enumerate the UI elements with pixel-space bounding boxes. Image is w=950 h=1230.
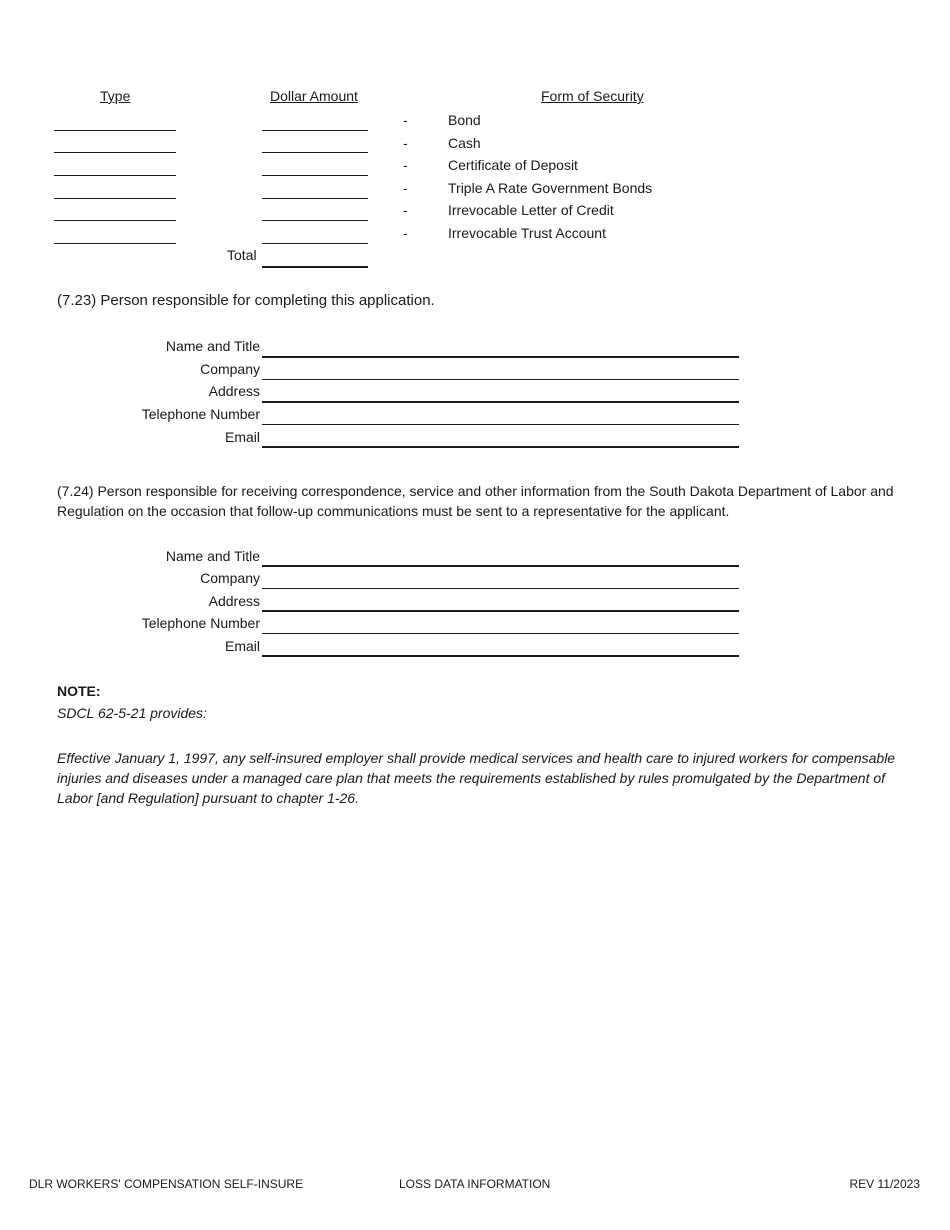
amount-line-1[interactable] [262,130,368,131]
type-line-5[interactable] [54,220,176,221]
type-line-6[interactable] [54,243,176,244]
amount-line-2[interactable] [262,152,368,153]
address-label: Address [208,593,260,609]
total-label: Total [227,247,257,263]
bullet-dash: - [403,112,408,128]
company-field[interactable] [262,379,739,380]
amount-line-3[interactable] [262,175,368,176]
type-line-2[interactable] [54,152,176,153]
telephone-label: Telephone Number [141,615,260,631]
form-of-security-header: Form of Security [541,88,644,104]
name-title-label: Name and Title [165,548,260,564]
security-item-letter-of-credit: Irrevocable Letter of Credit [448,202,614,218]
telephone-label: Telephone Number [141,406,260,422]
note-citation: SDCL 62-5-21 provides: [57,705,207,721]
security-item-bond: Bond [448,112,481,128]
bullet-dash: - [403,135,408,151]
name-title-field[interactable] [262,356,739,358]
bullet-dash: - [403,180,408,196]
type-line-3[interactable] [54,175,176,176]
dollar-amount-header: Dollar Amount [270,88,358,104]
type-line-4[interactable] [54,198,176,199]
address-label: Address [208,383,260,399]
note-heading: NOTE: [57,683,101,699]
email-label: Email [224,429,260,445]
company-label: Company [200,361,260,377]
security-item-government-bonds: Triple A Rate Government Bonds [448,180,653,196]
bullet-dash: - [403,202,408,218]
name-title-label: Name and Title [165,338,260,354]
bullet-dash: - [403,157,408,173]
email-field[interactable] [262,655,739,657]
address-field[interactable] [262,610,739,612]
name-title-field[interactable] [262,565,739,567]
telephone-field[interactable] [262,424,739,425]
company-label: Company [200,570,260,586]
company-field[interactable] [262,588,739,589]
footer-center: LOSS DATA INFORMATION [399,1177,551,1191]
section-724-title: (7.24) Person responsible for receiving correspondence, service and other information from the South Dakota Department of Labor and Regulation on the occasion that follow-up communications must be sent to a representative for the applicant. [57,483,894,519]
note-body: Effective January 1, 1997, any self-insured employer shall provide medical services and health care to injured workers for compensable injuries and diseases under a managed care plan that meets the requirements established by rules promulgated by the Department of Labor [and Regulation] pursuant to chapter 1-26. [57,750,896,806]
security-item-trust-account: Irrevocable Trust Account [448,225,606,241]
bullet-dash: - [403,225,408,241]
footer-right: REV 11/2023 [849,1177,920,1191]
email-field[interactable] [262,446,739,448]
security-item-certificate-of-deposit: Certificate of Deposit [448,157,578,173]
amount-line-4[interactable] [262,198,368,199]
footer-left: DLR WORKERS' COMPENSATION SELF-INSURE [29,1177,304,1191]
telephone-field[interactable] [262,633,739,634]
address-field[interactable] [262,401,739,403]
type-header: Type [100,88,131,104]
amount-line-5[interactable] [262,220,368,221]
section-723-title: (7.23) Person responsible for completing this application. [57,292,435,309]
security-item-cash: Cash [448,135,481,151]
amount-line-6[interactable] [262,243,368,244]
type-line-1[interactable] [54,130,176,131]
email-label: Email [224,638,260,654]
total-amount-line[interactable] [262,266,368,268]
